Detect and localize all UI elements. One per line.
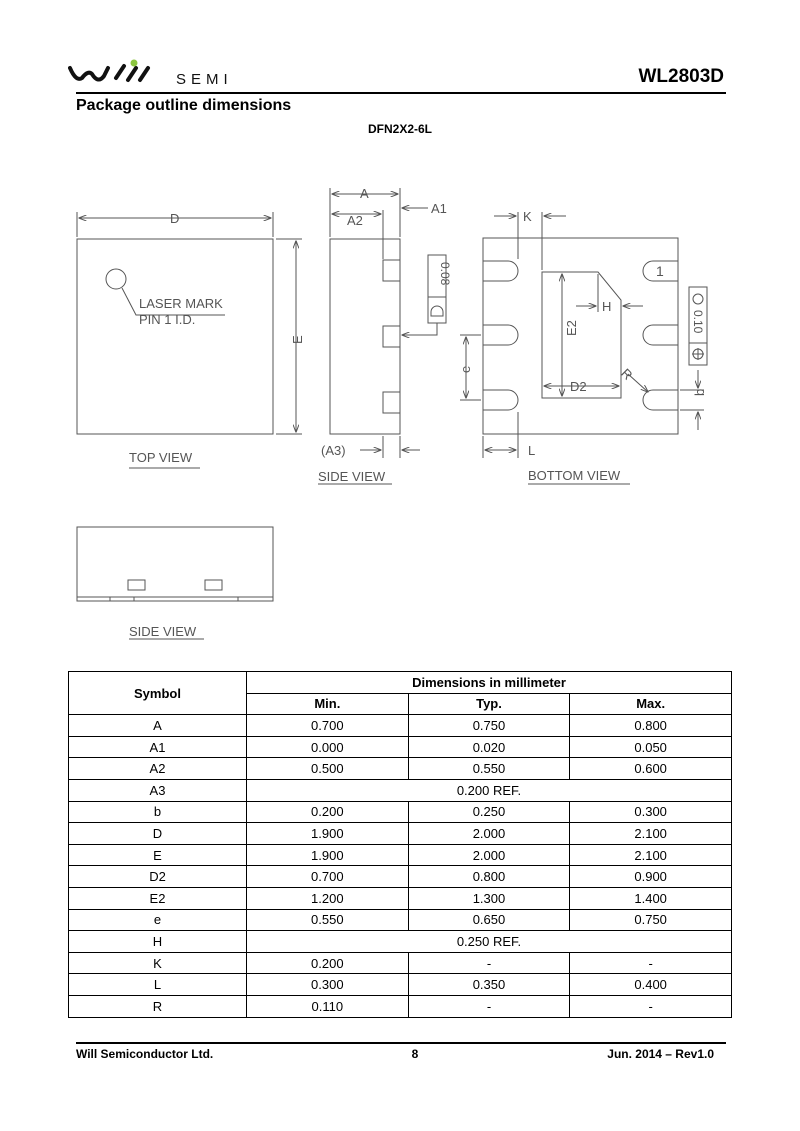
footer-page-number: 8 [411,1047,419,1061]
cell-symbol: A2 [69,758,247,780]
cell-typ: 0.650 [408,909,570,931]
cell-typ: 0.250 [408,801,570,823]
cell-max: 0.300 [570,801,732,823]
footer-company: Will Semiconductor Ltd. [76,1047,214,1061]
table-row [69,823,732,845]
label-D: D [170,211,180,226]
table-row [69,931,732,953]
bottom-view-label: BOTTOM VIEW [528,468,621,483]
table-row [69,974,732,996]
col-header-typ: Typ. [408,693,570,715]
cell-typ: 0.350 [408,974,570,996]
pin-1-number: 1 [656,263,664,279]
document-id: WL2803D [638,66,724,87]
cell-typ: - [408,995,570,1017]
top-view [77,212,302,468]
label-R: R [618,365,636,383]
position-tolerance-value: 0.10 [691,310,705,334]
cell-max: 0.050 [570,736,732,758]
side-view-2-label: SIDE VIEW [129,624,197,639]
cell-min: 0.500 [247,758,409,780]
table-row [69,736,732,758]
dimensions-table [68,671,732,1018]
table-row [69,801,732,823]
cell-max: 0.600 [570,758,732,780]
table-row [69,909,732,931]
cell-min: 0.550 [247,909,409,931]
top-view-label: TOP VIEW [129,450,193,465]
cell-symbol: H [69,931,247,953]
cell-symbol: E2 [69,887,247,909]
cell-typ: - [408,952,570,974]
symbol-header: Symbol [69,672,247,715]
cell-symbol: e [69,909,247,931]
cell-max: 2.100 [570,823,732,845]
side-view-label: SIDE VIEW [318,469,386,484]
table-row [69,758,732,780]
label-A: A [360,186,369,201]
label-e: e [458,365,473,373]
cell-symbol: A1 [69,736,247,758]
bottom-view [460,212,707,484]
cell-min: 0.700 [247,715,409,737]
cell-ref: 0.250 REF. [247,931,732,953]
top-view-outline [77,239,273,434]
table-row [69,844,732,866]
table-row [69,779,732,801]
cell-min: 1.900 [247,823,409,845]
pin1-marker [106,269,126,289]
table-row [69,995,732,1017]
label-A1: A1 [431,201,447,216]
flatness-value: 0.08 [438,262,452,286]
label-H: H [602,299,612,314]
footer-rule [76,1042,726,1044]
cell-symbol: L [69,974,247,996]
cell-typ: 0.800 [408,866,570,888]
label-E2: E2 [564,320,579,336]
brand-text: SEMI [176,71,233,88]
cell-typ: 0.550 [408,758,570,780]
cell-typ: 2.000 [408,844,570,866]
label-A3: (A3) [321,443,346,458]
cell-min: 0.300 [247,974,409,996]
laser-mark-text: LASER MARK [139,296,223,311]
cell-max: - [570,995,732,1017]
cell-max: 1.400 [570,887,732,909]
cell-symbol: E [69,844,247,866]
cell-ref: 0.200 REF. [247,779,732,801]
cell-max: 2.100 [570,844,732,866]
table-row [69,715,732,737]
cell-symbol: R [69,995,247,1017]
cell-min: 0.700 [247,866,409,888]
cell-symbol: b [69,801,247,823]
cell-typ: 0.020 [408,736,570,758]
col-header-min: Min. [247,693,409,715]
table-row [69,887,732,909]
cell-max: - [570,952,732,974]
side-view [318,188,446,484]
group-header: Dimensions in millimeter [247,672,732,694]
cell-symbol: A [69,715,247,737]
label-b: b [692,388,707,396]
col-header-max: Max. [570,693,732,715]
cell-min: 1.200 [247,887,409,909]
cell-min: 0.110 [247,995,409,1017]
label-A2: A2 [347,213,363,228]
cell-symbol: D2 [69,866,247,888]
label-E: E [290,335,305,344]
cell-symbol: K [69,952,247,974]
package-name: DFN2X2-6L [367,122,432,136]
cell-max: 0.400 [570,974,732,996]
cell-min: 1.900 [247,844,409,866]
footer-date-revision: Jun. 2014 – Rev1.0 [607,1047,714,1061]
section-title: Package outline dimensions [76,97,292,114]
table-row [69,952,732,974]
label-K: K [523,209,532,224]
table-row [69,866,732,888]
cell-max: 0.900 [570,866,732,888]
cell-max: 0.750 [570,909,732,931]
side-view-2 [77,527,273,639]
cell-min: 0.200 [247,801,409,823]
cell-min: 0.000 [247,736,409,758]
pin1-text: PIN 1 I.D. [139,312,196,327]
label-D2: D2 [570,379,587,394]
cell-min: 0.200 [247,952,409,974]
cell-typ: 0.750 [408,715,570,737]
label-L: L [528,443,536,458]
cell-typ: 2.000 [408,823,570,845]
cell-symbol: D [69,823,247,845]
cell-max: 0.800 [570,715,732,737]
cell-symbol: A3 [69,779,247,801]
cell-typ: 1.300 [408,887,570,909]
